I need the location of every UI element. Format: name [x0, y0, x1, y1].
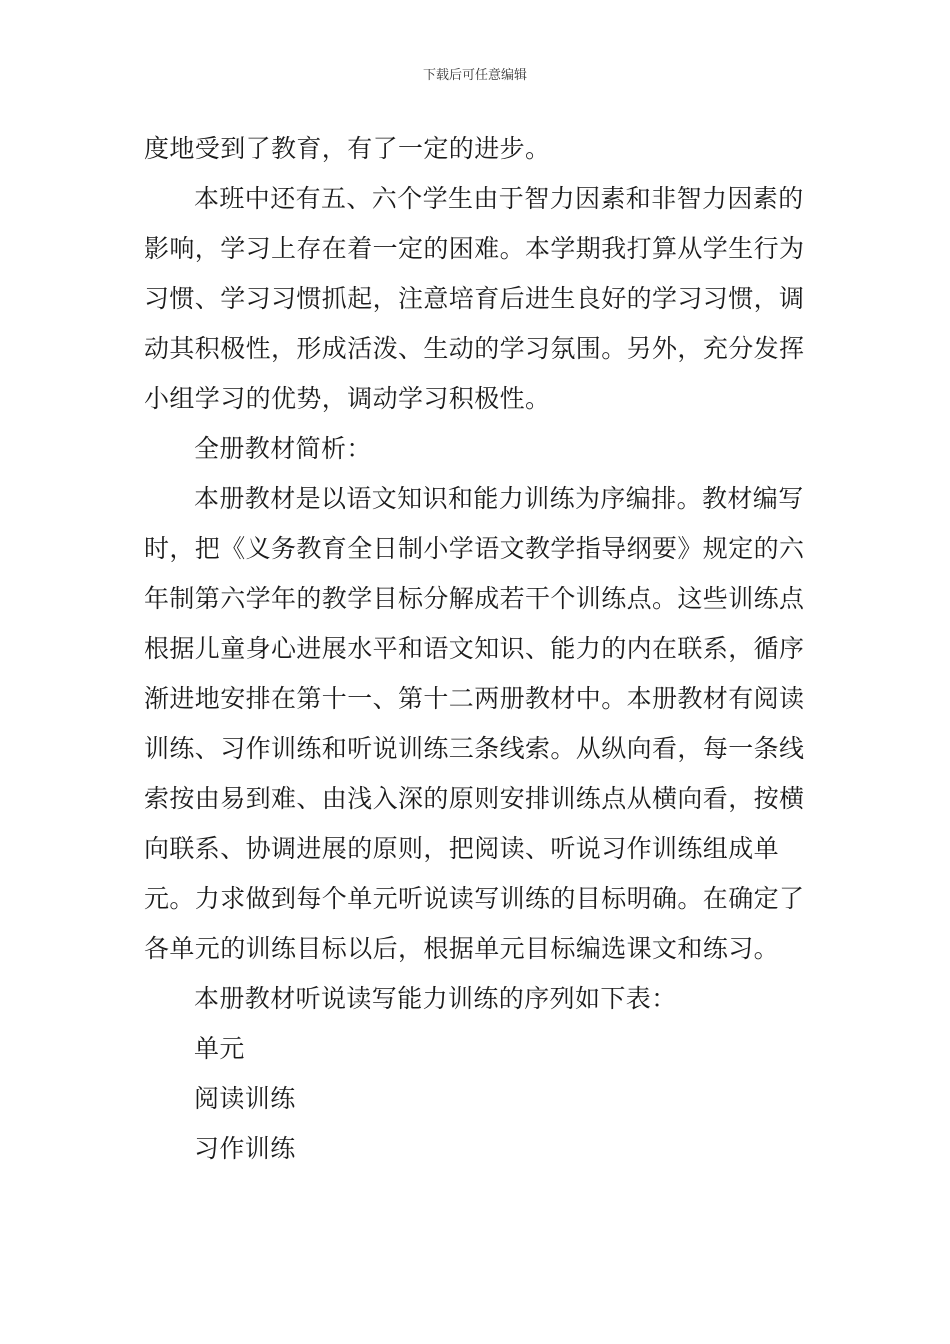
text-line: 全册教材简析： — [194, 434, 372, 463]
text-line: 本班中还有五、六个学生由于智力因素和非智力因素 — [194, 184, 779, 213]
paragraph-textbook — [144, 474, 810, 974]
document-body — [144, 124, 810, 1174]
table-label-reading — [144, 1074, 810, 1124]
table-label-unit — [144, 1024, 810, 1074]
text-line: 写时，把《义务教育全日制小学语文教学指导纲要》规定 — [144, 484, 804, 563]
text-line: 编选课文和练习。 — [575, 934, 780, 963]
text-line: 训练点根据儿童身心进展水平和语文知识、能力的内在联 — [144, 584, 805, 663]
text-line: 系，循序渐进地安排在第十一、第十二两册教材中。本册 — [144, 634, 805, 713]
text-line: 习作训练组成单元。力求做到每个单元听说读写训练的目 — [144, 834, 780, 913]
text-line: 本册教材听说读写能力训练的序列如下表： — [194, 984, 677, 1013]
text-line: 标明确。在确定了各单元的训练目标以后，根据单元目标 — [144, 884, 805, 963]
text-line: 教材有阅读训练、习作训练和听说训练三条线索。从纵向 — [144, 684, 805, 763]
paragraph-sequence-intro — [144, 974, 810, 1024]
section-heading-textbook-analysis — [144, 424, 810, 474]
text-line: 从横向看，按横向联系、协调进展的原则，把阅读、听说 — [144, 784, 805, 863]
text-line: 看，每一条线索按由易到难、由浅入深的原则安排训练点 — [144, 734, 805, 813]
text-line: 阅读训练 — [194, 1084, 296, 1113]
paragraph-students — [144, 174, 810, 424]
text-line: 度地受到了教育，有了一定的进步。 — [144, 134, 551, 163]
text-line: 充分发挥小组学习的优势，调动学习积极性。 — [144, 334, 805, 413]
text-line: 习作训练 — [194, 1134, 296, 1163]
text-line: 本册教材是以语文知识和能力训练为序编排。教材编 — [194, 484, 779, 513]
paragraph-continuation — [144, 124, 810, 174]
text-line: 单元 — [194, 1034, 245, 1063]
text-line: 的六年制第六学年的教学目标分解成若干个训练点。这些 — [144, 534, 805, 613]
text-line: 惯，调动其积极性，形成活泼、生动的学习氛围。另外， — [144, 284, 805, 363]
page-header: 下载后可任意编辑 — [422, 68, 527, 83]
text-line: 的影响，学习上存在着一定的困难。本学期我打算从学生 — [144, 184, 804, 263]
text-line: 行为习惯、学习习惯抓起，注意培育后进生良好的学习习 — [144, 234, 805, 313]
table-label-writing — [144, 1124, 810, 1174]
